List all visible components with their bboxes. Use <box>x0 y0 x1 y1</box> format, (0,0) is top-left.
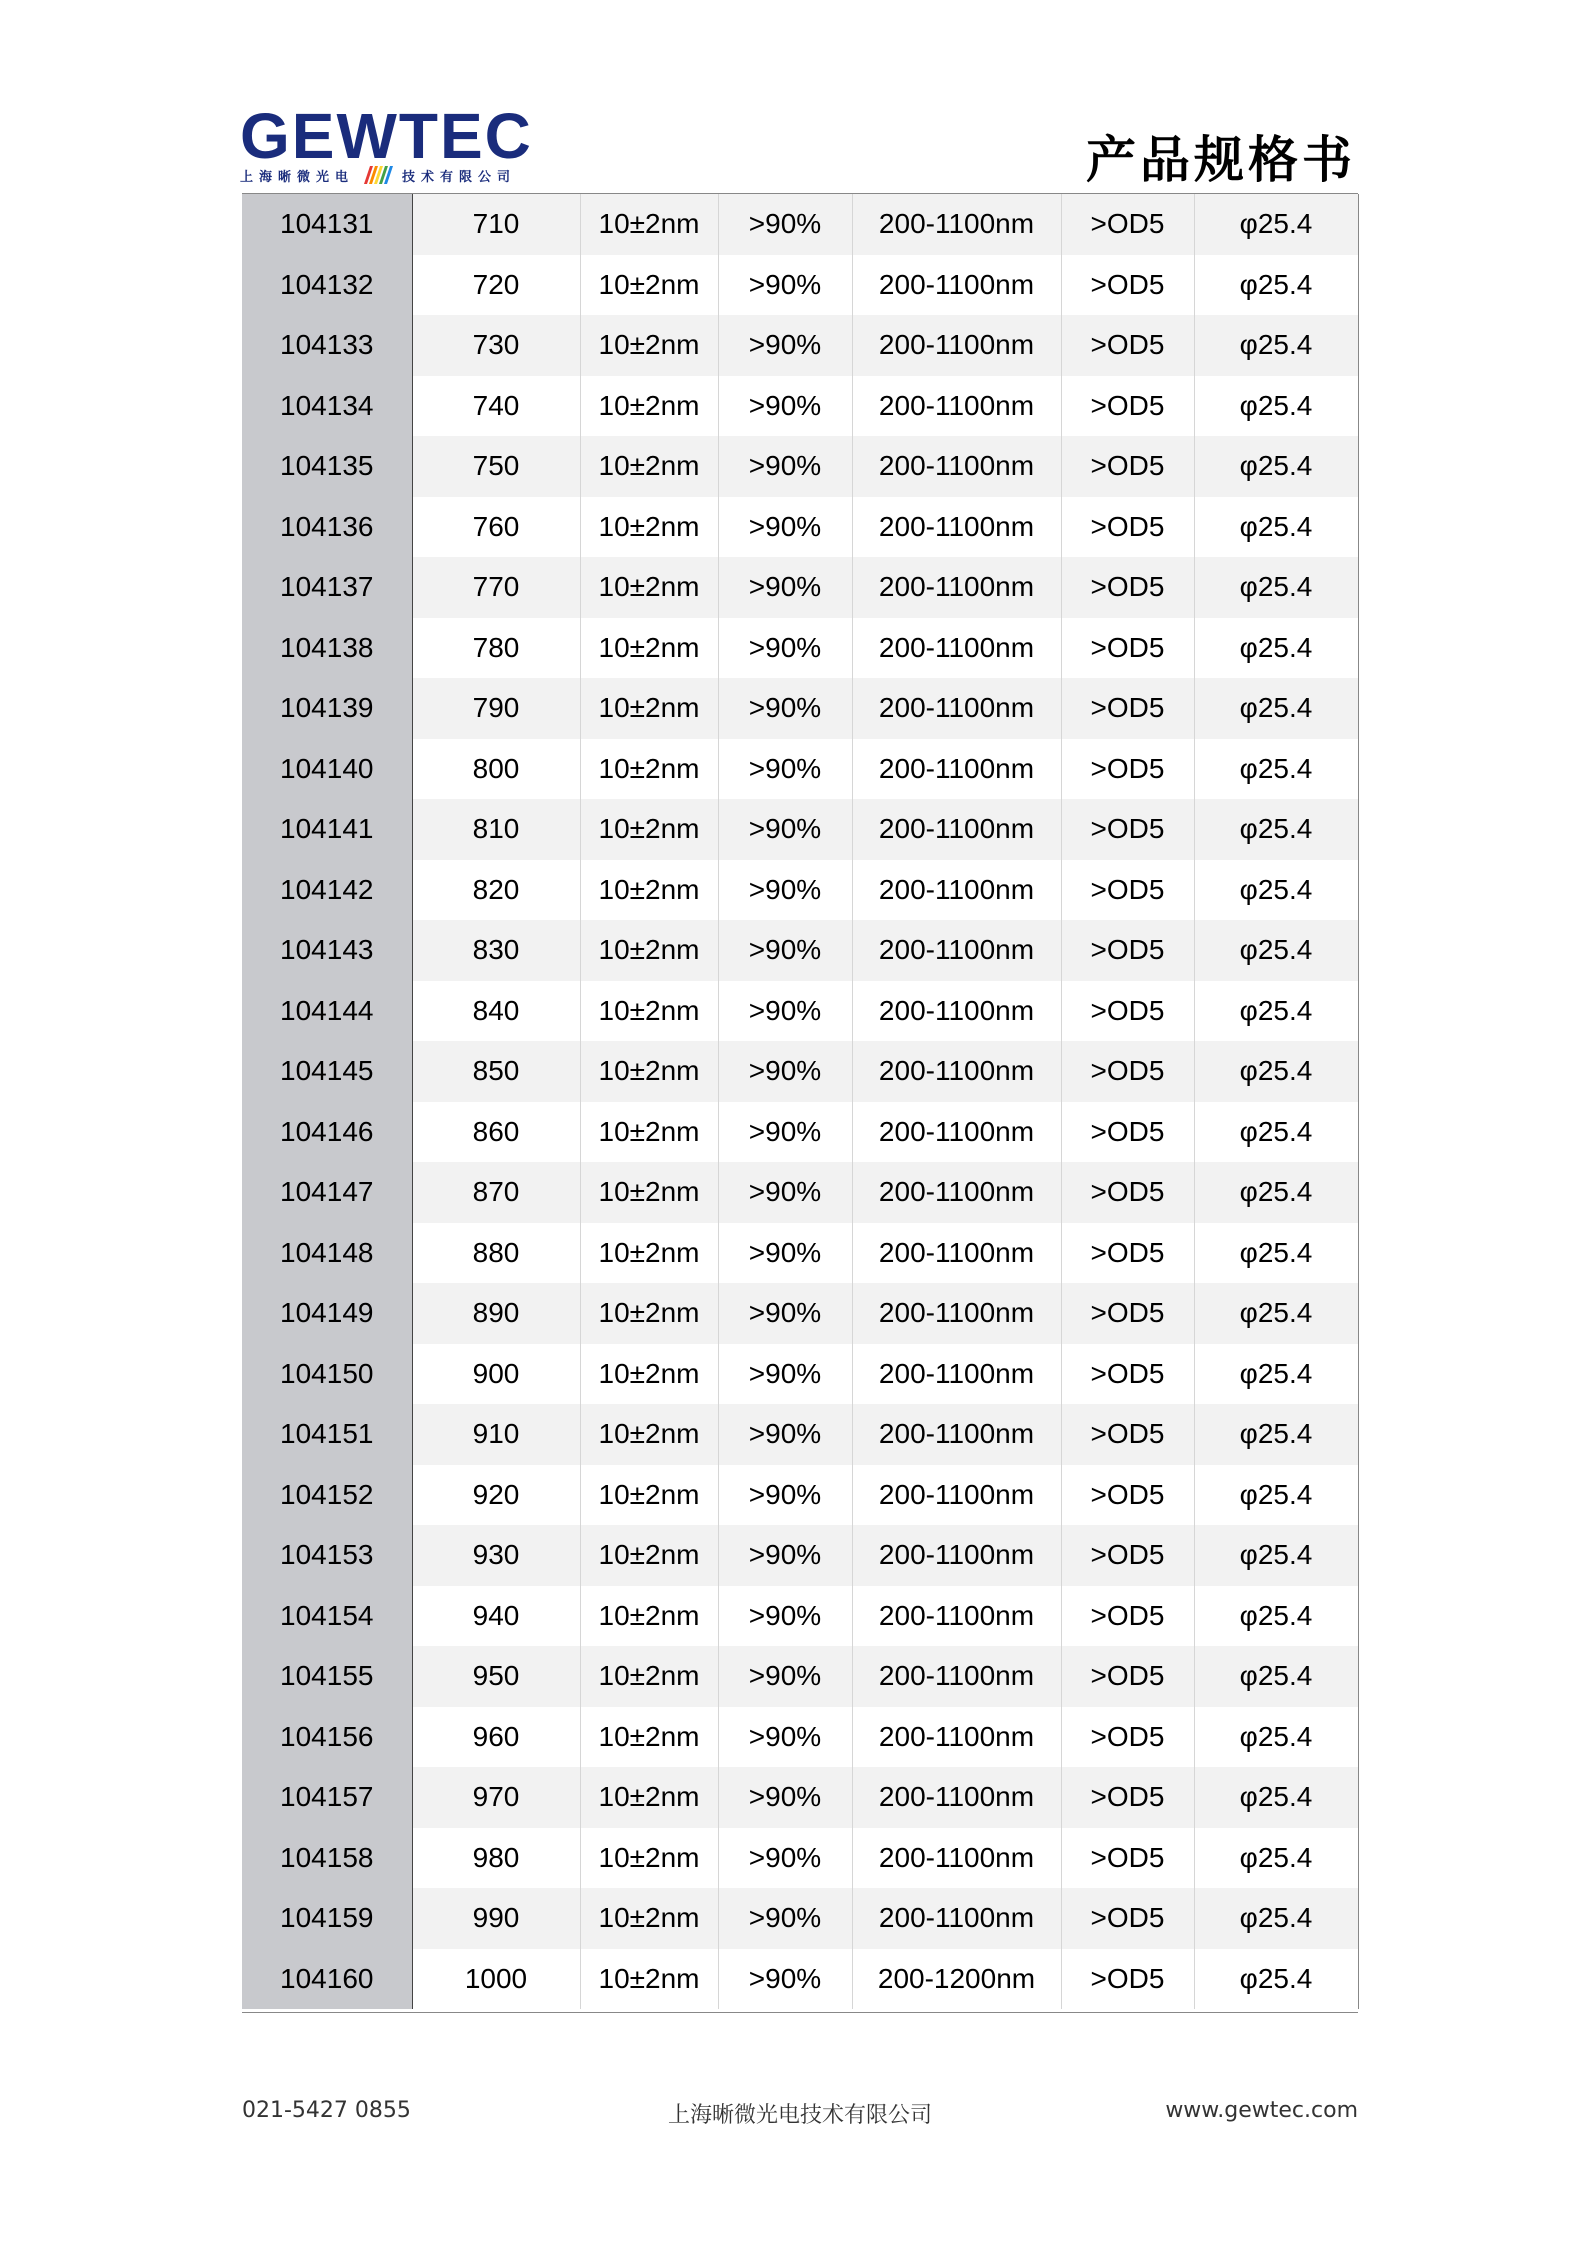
cell-optical-density: >OD5 <box>1061 315 1194 376</box>
cell-part-number: 104137 <box>242 557 412 618</box>
table-row <box>242 1767 1358 1828</box>
cell-transmission: >90% <box>718 1525 852 1586</box>
cell-blocking-range: 200-1100nm <box>852 739 1061 800</box>
table-row <box>242 678 1358 739</box>
cell-part-number: 104149 <box>242 1283 412 1344</box>
table-row <box>242 799 1358 860</box>
cell-center-wavelength: 770 <box>412 557 580 618</box>
cell-part-number: 104156 <box>242 1707 412 1768</box>
cell-diameter: φ25.4 <box>1194 618 1358 679</box>
table-row <box>242 618 1358 679</box>
cell-part-number: 104135 <box>242 436 412 497</box>
cell-transmission: >90% <box>718 1767 852 1828</box>
cell-transmission: >90% <box>718 618 852 679</box>
cell-part-number: 104148 <box>242 1223 412 1284</box>
cell-center-wavelength: 750 <box>412 436 580 497</box>
cell-bandwidth: 10±2nm <box>580 376 718 437</box>
cell-bandwidth: 10±2nm <box>580 860 718 921</box>
cell-optical-density: >OD5 <box>1061 1041 1194 1102</box>
cell-part-number: 104145 <box>242 1041 412 1102</box>
cell-optical-density: >OD5 <box>1061 1465 1194 1526</box>
cell-optical-density: >OD5 <box>1061 920 1194 981</box>
cell-bandwidth: 10±2nm <box>580 1283 718 1344</box>
cell-center-wavelength: 890 <box>412 1283 580 1344</box>
cell-part-number: 104146 <box>242 1102 412 1163</box>
cell-center-wavelength: 820 <box>412 860 580 921</box>
cell-diameter: φ25.4 <box>1194 1162 1358 1223</box>
cell-diameter: φ25.4 <box>1194 678 1358 739</box>
footer-company: 上海晰微光电技术有限公司 <box>667 2103 932 2128</box>
cell-transmission: >90% <box>718 1344 852 1405</box>
cell-center-wavelength: 720 <box>412 255 580 316</box>
table-row <box>242 1828 1358 1889</box>
cell-optical-density: >OD5 <box>1061 618 1194 679</box>
cell-optical-density: >OD5 <box>1061 1223 1194 1284</box>
cell-transmission: >90% <box>718 315 852 376</box>
cell-bandwidth: 10±2nm <box>580 1465 718 1526</box>
cell-blocking-range: 200-1100nm <box>852 799 1061 860</box>
cell-bandwidth: 10±2nm <box>580 1586 718 1647</box>
cell-part-number: 104158 <box>242 1828 412 1889</box>
rainbow-stripes-icon <box>360 166 396 184</box>
cell-bandwidth: 10±2nm <box>580 1223 718 1284</box>
cell-center-wavelength: 830 <box>412 920 580 981</box>
cell-part-number: 104142 <box>242 860 412 921</box>
cell-center-wavelength: 930 <box>412 1525 580 1586</box>
cell-transmission: >90% <box>718 1465 852 1526</box>
cell-optical-density: >OD5 <box>1061 1949 1194 2010</box>
cell-part-number: 104139 <box>242 678 412 739</box>
cell-optical-density: >OD5 <box>1061 1102 1194 1163</box>
cell-center-wavelength: 800 <box>412 739 580 800</box>
spec-table-container <box>242 193 1358 2013</box>
cell-transmission: >90% <box>718 1646 852 1707</box>
cell-optical-density: >OD5 <box>1061 497 1194 558</box>
footer-phone: 021-5427 0855 <box>242 2098 411 2123</box>
cell-blocking-range: 200-1100nm <box>852 1223 1061 1284</box>
logo-subtitle-left: 上海晰微光电 <box>240 169 355 185</box>
cell-center-wavelength: 950 <box>412 1646 580 1707</box>
cell-optical-density: >OD5 <box>1061 376 1194 437</box>
cell-diameter: φ25.4 <box>1194 799 1358 860</box>
cell-blocking-range: 200-1100nm <box>852 920 1061 981</box>
cell-center-wavelength: 920 <box>412 1465 580 1526</box>
cell-blocking-range: 200-1100nm <box>852 497 1061 558</box>
cell-part-number: 104155 <box>242 1646 412 1707</box>
cell-blocking-range: 200-1100nm <box>852 981 1061 1042</box>
cell-bandwidth: 10±2nm <box>580 1767 718 1828</box>
cell-part-number: 104159 <box>242 1888 412 1949</box>
cell-part-number: 104141 <box>242 799 412 860</box>
cell-center-wavelength: 880 <box>412 1223 580 1284</box>
cell-blocking-range: 200-1100nm <box>852 1102 1061 1163</box>
cell-blocking-range: 200-1100nm <box>852 1586 1061 1647</box>
cell-center-wavelength: 860 <box>412 1102 580 1163</box>
cell-diameter: φ25.4 <box>1194 1283 1358 1344</box>
cell-center-wavelength: 990 <box>412 1888 580 1949</box>
cell-diameter: φ25.4 <box>1194 194 1358 255</box>
cell-blocking-range: 200-1200nm <box>852 1949 1061 2010</box>
cell-part-number: 104153 <box>242 1525 412 1586</box>
cell-optical-density: >OD5 <box>1061 255 1194 316</box>
cell-diameter: φ25.4 <box>1194 1041 1358 1102</box>
cell-center-wavelength: 900 <box>412 1344 580 1405</box>
logo-wordmark: GEWTEC <box>240 100 533 172</box>
cell-blocking-range: 200-1100nm <box>852 1283 1061 1344</box>
cell-optical-density: >OD5 <box>1061 1283 1194 1344</box>
cell-optical-density: >OD5 <box>1061 194 1194 255</box>
cell-diameter: φ25.4 <box>1194 739 1358 800</box>
cell-transmission: >90% <box>718 1283 852 1344</box>
cell-diameter: φ25.4 <box>1194 920 1358 981</box>
cell-bandwidth: 10±2nm <box>580 1404 718 1465</box>
cell-bandwidth: 10±2nm <box>580 1707 718 1768</box>
cell-bandwidth: 10±2nm <box>580 618 718 679</box>
cell-diameter: φ25.4 <box>1194 1828 1358 1889</box>
cell-bandwidth: 10±2nm <box>580 315 718 376</box>
cell-optical-density: >OD5 <box>1061 557 1194 618</box>
cell-transmission: >90% <box>718 376 852 437</box>
cell-diameter: φ25.4 <box>1194 1888 1358 1949</box>
table-row <box>242 1283 1358 1344</box>
cell-center-wavelength: 790 <box>412 678 580 739</box>
cell-transmission: >90% <box>718 436 852 497</box>
cell-bandwidth: 10±2nm <box>580 920 718 981</box>
cell-blocking-range: 200-1100nm <box>852 1404 1061 1465</box>
cell-bandwidth: 10±2nm <box>580 1162 718 1223</box>
cell-center-wavelength: 940 <box>412 1586 580 1647</box>
cell-transmission: >90% <box>718 255 852 316</box>
document-title: 产品规格书 <box>1086 131 1356 189</box>
cell-bandwidth: 10±2nm <box>580 436 718 497</box>
cell-optical-density: >OD5 <box>1061 1344 1194 1405</box>
cell-center-wavelength: 980 <box>412 1828 580 1889</box>
cell-transmission: >90% <box>718 194 852 255</box>
table-row <box>242 497 1358 558</box>
cell-center-wavelength: 760 <box>412 497 580 558</box>
cell-optical-density: >OD5 <box>1061 739 1194 800</box>
cell-optical-density: >OD5 <box>1061 1767 1194 1828</box>
cell-bandwidth: 10±2nm <box>580 497 718 558</box>
cell-center-wavelength: 1000 <box>412 1949 580 2010</box>
cell-transmission: >90% <box>718 557 852 618</box>
cell-diameter: φ25.4 <box>1194 1465 1358 1526</box>
cell-diameter: φ25.4 <box>1194 1707 1358 1768</box>
cell-bandwidth: 10±2nm <box>580 1828 718 1889</box>
cell-blocking-range: 200-1100nm <box>852 1344 1061 1405</box>
table-row <box>242 1525 1358 1586</box>
cell-bandwidth: 10±2nm <box>580 255 718 316</box>
cell-part-number: 104150 <box>242 1344 412 1405</box>
cell-diameter: φ25.4 <box>1194 1586 1358 1647</box>
cell-blocking-range: 200-1100nm <box>852 1707 1061 1768</box>
cell-part-number: 104157 <box>242 1767 412 1828</box>
cell-transmission: >90% <box>718 981 852 1042</box>
cell-bandwidth: 10±2nm <box>580 1344 718 1405</box>
logo-subtitle-right: 技术有限公司 <box>402 169 517 185</box>
table-row <box>242 981 1358 1042</box>
cell-diameter: φ25.4 <box>1194 860 1358 921</box>
cell-diameter: φ25.4 <box>1194 981 1358 1042</box>
table-row <box>242 255 1358 316</box>
cell-transmission: >90% <box>718 860 852 921</box>
cell-optical-density: >OD5 <box>1061 678 1194 739</box>
cell-diameter: φ25.4 <box>1194 1223 1358 1284</box>
cell-blocking-range: 200-1100nm <box>852 678 1061 739</box>
cell-bandwidth: 10±2nm <box>580 799 718 860</box>
footer-website[interactable]: www.gewtec.com <box>1165 2098 1358 2123</box>
table-row <box>242 1223 1358 1284</box>
cell-diameter: φ25.4 <box>1194 497 1358 558</box>
cell-optical-density: >OD5 <box>1061 860 1194 921</box>
cell-diameter: φ25.4 <box>1194 436 1358 497</box>
cell-part-number: 104134 <box>242 376 412 437</box>
table-row <box>242 920 1358 981</box>
cell-part-number: 104136 <box>242 497 412 558</box>
cell-transmission: >90% <box>718 1828 852 1889</box>
cell-part-number: 104132 <box>242 255 412 316</box>
cell-part-number: 104140 <box>242 739 412 800</box>
cell-optical-density: >OD5 <box>1061 1586 1194 1647</box>
table-row <box>242 1041 1358 1102</box>
cell-optical-density: >OD5 <box>1061 1888 1194 1949</box>
table-row <box>242 1162 1358 1223</box>
company-logo <box>240 100 540 185</box>
cell-diameter: φ25.4 <box>1194 315 1358 376</box>
cell-transmission: >90% <box>718 1888 852 1949</box>
cell-part-number: 104133 <box>242 315 412 376</box>
cell-center-wavelength: 810 <box>412 799 580 860</box>
cell-optical-density: >OD5 <box>1061 1646 1194 1707</box>
table-row <box>242 1465 1358 1526</box>
cell-diameter: φ25.4 <box>1194 1949 1358 2010</box>
cell-center-wavelength: 740 <box>412 376 580 437</box>
cell-blocking-range: 200-1100nm <box>852 618 1061 679</box>
cell-center-wavelength: 970 <box>412 1767 580 1828</box>
cell-blocking-range: 200-1100nm <box>852 1828 1061 1889</box>
cell-transmission: >90% <box>718 920 852 981</box>
table-row <box>242 1344 1358 1405</box>
spec-table <box>242 194 1359 2009</box>
cell-center-wavelength: 730 <box>412 315 580 376</box>
table-row <box>242 860 1358 921</box>
cell-part-number: 104144 <box>242 981 412 1042</box>
cell-bandwidth: 10±2nm <box>580 739 718 800</box>
cell-blocking-range: 200-1100nm <box>852 376 1061 437</box>
cell-transmission: >90% <box>718 1102 852 1163</box>
cell-bandwidth: 10±2nm <box>580 1525 718 1586</box>
cell-center-wavelength: 780 <box>412 618 580 679</box>
cell-diameter: φ25.4 <box>1194 1646 1358 1707</box>
cell-blocking-range: 200-1100nm <box>852 1646 1061 1707</box>
table-row <box>242 376 1358 437</box>
cell-part-number: 104131 <box>242 194 412 255</box>
table-row <box>242 1404 1358 1465</box>
cell-bandwidth: 10±2nm <box>580 557 718 618</box>
cell-diameter: φ25.4 <box>1194 255 1358 316</box>
cell-diameter: φ25.4 <box>1194 557 1358 618</box>
cell-bandwidth: 10±2nm <box>580 678 718 739</box>
cell-optical-density: >OD5 <box>1061 1162 1194 1223</box>
cell-center-wavelength: 850 <box>412 1041 580 1102</box>
page-footer <box>242 2098 1358 2130</box>
cell-optical-density: >OD5 <box>1061 1404 1194 1465</box>
cell-bandwidth: 10±2nm <box>580 1041 718 1102</box>
cell-blocking-range: 200-1100nm <box>852 1888 1061 1949</box>
cell-transmission: >90% <box>718 739 852 800</box>
logo-subtitle <box>240 166 540 184</box>
cell-transmission: >90% <box>718 1949 852 2010</box>
cell-transmission: >90% <box>718 1404 852 1465</box>
table-row <box>242 739 1358 800</box>
cell-bandwidth: 10±2nm <box>580 1646 718 1707</box>
cell-blocking-range: 200-1100nm <box>852 860 1061 921</box>
table-row <box>242 194 1358 255</box>
cell-optical-density: >OD5 <box>1061 436 1194 497</box>
cell-bandwidth: 10±2nm <box>580 194 718 255</box>
cell-blocking-range: 200-1100nm <box>852 557 1061 618</box>
cell-transmission: >90% <box>718 1707 852 1768</box>
table-row <box>242 436 1358 497</box>
cell-diameter: φ25.4 <box>1194 1767 1358 1828</box>
cell-diameter: φ25.4 <box>1194 1404 1358 1465</box>
cell-optical-density: >OD5 <box>1061 1707 1194 1768</box>
cell-diameter: φ25.4 <box>1194 1344 1358 1405</box>
cell-bandwidth: 10±2nm <box>580 1888 718 1949</box>
cell-optical-density: >OD5 <box>1061 1525 1194 1586</box>
cell-center-wavelength: 840 <box>412 981 580 1042</box>
cell-transmission: >90% <box>718 497 852 558</box>
cell-bandwidth: 10±2nm <box>580 1102 718 1163</box>
cell-center-wavelength: 870 <box>412 1162 580 1223</box>
cell-part-number: 104154 <box>242 1586 412 1647</box>
table-row <box>242 1888 1358 1949</box>
table-row <box>242 1707 1358 1768</box>
cell-center-wavelength: 710 <box>412 194 580 255</box>
cell-transmission: >90% <box>718 799 852 860</box>
cell-blocking-range: 200-1100nm <box>852 436 1061 497</box>
table-row <box>242 1646 1358 1707</box>
cell-transmission: >90% <box>718 1223 852 1284</box>
cell-optical-density: >OD5 <box>1061 1828 1194 1889</box>
table-row <box>242 1102 1358 1163</box>
cell-bandwidth: 10±2nm <box>580 1949 718 2010</box>
table-row <box>242 315 1358 376</box>
cell-blocking-range: 200-1100nm <box>852 255 1061 316</box>
cell-optical-density: >OD5 <box>1061 981 1194 1042</box>
cell-transmission: >90% <box>718 1586 852 1647</box>
table-row <box>242 1586 1358 1647</box>
table-row <box>242 1949 1358 2010</box>
cell-part-number: 104151 <box>242 1404 412 1465</box>
cell-optical-density: >OD5 <box>1061 799 1194 860</box>
cell-blocking-range: 200-1100nm <box>852 1465 1061 1526</box>
cell-center-wavelength: 960 <box>412 1707 580 1768</box>
cell-transmission: >90% <box>718 1041 852 1102</box>
cell-blocking-range: 200-1100nm <box>852 1041 1061 1102</box>
cell-blocking-range: 200-1100nm <box>852 1525 1061 1586</box>
cell-blocking-range: 200-1100nm <box>852 194 1061 255</box>
cell-part-number: 104147 <box>242 1162 412 1223</box>
cell-diameter: φ25.4 <box>1194 1102 1358 1163</box>
cell-blocking-range: 200-1100nm <box>852 1162 1061 1223</box>
cell-center-wavelength: 910 <box>412 1404 580 1465</box>
cell-part-number: 104152 <box>242 1465 412 1526</box>
cell-part-number: 104138 <box>242 618 412 679</box>
cell-part-number: 104160 <box>242 1949 412 2010</box>
table-row <box>242 557 1358 618</box>
cell-blocking-range: 200-1100nm <box>852 1767 1061 1828</box>
cell-blocking-range: 200-1100nm <box>852 315 1061 376</box>
cell-diameter: φ25.4 <box>1194 376 1358 437</box>
cell-diameter: φ25.4 <box>1194 1525 1358 1586</box>
cell-bandwidth: 10±2nm <box>580 981 718 1042</box>
cell-part-number: 104143 <box>242 920 412 981</box>
cell-transmission: >90% <box>718 1162 852 1223</box>
cell-transmission: >90% <box>718 678 852 739</box>
